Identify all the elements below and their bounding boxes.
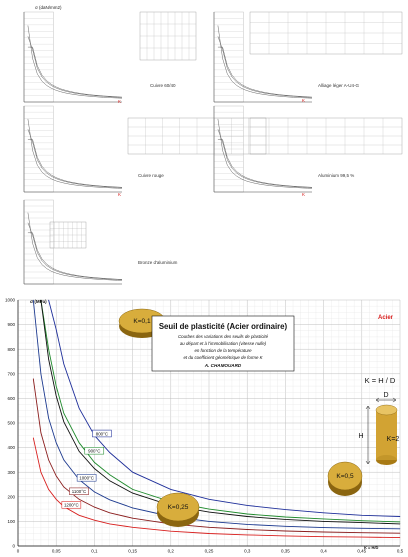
series-point	[56, 476, 57, 477]
scan-panel-curve	[28, 233, 122, 280]
disc-k025-label: K=0,25	[167, 504, 189, 511]
series-point	[171, 531, 172, 532]
series-point	[132, 518, 133, 519]
series-point	[285, 509, 286, 510]
scan-x-axis-label-3: K	[118, 192, 122, 197]
scan-x-axis-label-4: K	[302, 192, 306, 197]
series-point	[323, 519, 324, 520]
scan-panel-curve	[28, 47, 122, 97]
scan-panel-curve	[28, 36, 122, 97]
series-point	[362, 515, 363, 516]
series-point	[94, 507, 95, 508]
series-point	[94, 492, 95, 493]
series-point	[209, 521, 210, 522]
series-point	[132, 527, 133, 528]
series-point	[64, 364, 65, 365]
series-point	[48, 349, 49, 350]
series-point	[48, 359, 49, 360]
x-tick-label: 0,1	[91, 548, 98, 554]
scan-panel-curve	[28, 129, 122, 187]
scan-panel-curve	[218, 129, 312, 187]
series-point	[64, 460, 65, 461]
series-point	[64, 421, 65, 422]
scan-panel-curve	[28, 223, 122, 280]
series-point	[285, 519, 286, 520]
series-point	[64, 413, 65, 414]
series-point	[400, 522, 401, 523]
disc-k025-illustration	[157, 493, 199, 527]
y-tick-label: 300	[7, 469, 15, 475]
cylinder-k2-label: K=2	[386, 436, 400, 443]
series-point	[79, 515, 80, 516]
series-point	[247, 505, 248, 506]
chart-author: A. CHAMOUARD	[204, 363, 242, 368]
x-tick-label: 0,45	[357, 548, 367, 554]
series-label: 900°C	[88, 448, 101, 454]
scan-caption-2: Alliage léger A-U4-G	[318, 83, 360, 88]
x-tick-label: 0,05	[51, 548, 61, 554]
y-tick-label: 500	[7, 420, 15, 426]
series-point	[94, 520, 95, 521]
y-tick-label: 1000	[4, 297, 15, 303]
scan-panel-2	[214, 12, 402, 102]
scan-caption-1: Cuivre 60/40	[150, 83, 176, 88]
series-point	[362, 520, 363, 521]
title-box	[152, 316, 294, 371]
series-point	[41, 433, 42, 434]
series-point	[247, 516, 248, 517]
series-point	[48, 300, 49, 301]
series-point	[362, 522, 363, 523]
series-label: 1000°C	[79, 475, 94, 481]
series-point	[323, 536, 324, 537]
series-point	[56, 386, 57, 387]
series-point	[285, 526, 286, 527]
x-tick-label: 0,3	[244, 548, 251, 554]
scan-caption-5: Bronze d'aluminium	[138, 260, 178, 265]
series-point	[79, 442, 80, 443]
series-point	[400, 516, 401, 517]
y-tick-label: 100	[7, 519, 15, 524]
series-point	[79, 451, 80, 452]
y-tick-label: 800	[7, 346, 15, 352]
series-point	[132, 508, 133, 509]
scan-panel-curve	[28, 140, 122, 188]
series-point	[94, 462, 95, 463]
y-axis-label: σ (MPa)	[30, 299, 47, 304]
scan-x-axis-label-2: K	[302, 98, 306, 103]
cylinder-illustration	[358, 392, 399, 465]
series-point	[400, 528, 401, 529]
formula-label: K = H / D	[364, 376, 396, 385]
subtitle-line-1: Courbes des variations des seuils de plasticité	[177, 334, 269, 339]
series-point	[362, 537, 363, 538]
series-label: 800°C	[95, 431, 109, 437]
series-point	[132, 472, 133, 473]
disc-k05-illustration	[328, 462, 362, 496]
series-point	[109, 474, 110, 475]
dimension-d-label: D	[383, 392, 389, 399]
scan-panel-curve	[218, 119, 312, 188]
disc-k05-label: K=0,5	[336, 473, 354, 480]
series-point	[79, 499, 80, 500]
scan-panel-5	[24, 200, 122, 284]
series-point	[209, 512, 210, 513]
series-label: 1200°C	[63, 502, 79, 508]
x-tick-label: 0,2	[167, 548, 174, 554]
series-point	[400, 533, 401, 534]
y-tick-label: 900	[7, 322, 15, 328]
scan-panel-curve	[218, 26, 312, 99]
series-point	[285, 536, 286, 537]
series-point	[33, 378, 34, 379]
series-point	[400, 537, 401, 538]
series-point	[48, 489, 49, 490]
series-point	[56, 499, 57, 500]
x-axis-label: K = H/D	[364, 545, 379, 550]
series-label: 1100°C	[71, 489, 87, 495]
series-point	[209, 509, 210, 510]
x-tick-label: 0,5	[396, 548, 404, 554]
series-point	[323, 521, 324, 522]
scan-y-axis-label: σ (daN/mm2)	[35, 5, 62, 10]
chart-title: Seuil de plasticité (Acier ordinaire)	[158, 322, 288, 331]
x-tick-label: 0,15	[128, 548, 137, 554]
series-point	[41, 472, 42, 473]
series-point	[41, 374, 42, 375]
x-tick-label: 0,35	[281, 548, 290, 554]
series-point	[400, 524, 401, 525]
series-point	[64, 487, 65, 488]
main-chart	[0, 296, 408, 557]
scan-caption-3: Cuivre rouge	[138, 173, 164, 178]
series-point	[285, 531, 286, 532]
scan-panel-curve	[28, 213, 122, 281]
series-point	[209, 533, 210, 534]
series-point	[171, 489, 172, 490]
series-point	[33, 437, 34, 438]
subtitle-line-4: et du coefficient géométrique de forme K	[183, 355, 263, 360]
scan-panel-4	[214, 106, 402, 192]
series-point	[48, 418, 49, 419]
series-point	[247, 529, 248, 530]
subtitle-line-2: au départ et à l'immobilisation (vitesse nulle)	[179, 341, 267, 346]
disc-k01-label: K=0,1	[133, 318, 151, 325]
series-point	[94, 468, 95, 469]
series-point	[48, 460, 49, 461]
series-point	[132, 489, 133, 490]
y-tick-label: 700	[7, 371, 15, 377]
scan-panel-curve	[28, 26, 122, 99]
series-point	[247, 514, 248, 515]
series-point	[56, 442, 57, 443]
series-point	[362, 532, 363, 533]
series-point	[247, 524, 248, 525]
x-tick-label: 0,25	[204, 548, 214, 554]
scan-caption-4: Aluminium 99,5 %	[318, 173, 355, 178]
series-point	[56, 396, 57, 397]
series-point	[285, 517, 286, 518]
series-point	[56, 329, 57, 330]
x-tick-label: 0	[16, 548, 20, 554]
series-point	[109, 499, 110, 500]
series-point	[209, 499, 210, 500]
scan-panel-curve	[218, 47, 312, 97]
y-tick-label: 200	[7, 494, 15, 500]
dimension-h-label: H	[358, 433, 364, 440]
scan-panel-curve	[218, 140, 312, 188]
series-point	[323, 512, 324, 513]
y-tick-label: 400	[7, 445, 15, 451]
series-point	[209, 527, 210, 528]
scan-x-axis-label-1: K	[118, 99, 122, 104]
subtitle-line-3: en fonction de la température	[194, 348, 252, 353]
series-point	[132, 493, 133, 494]
series-point	[109, 524, 110, 525]
scan-panel-curve	[218, 36, 312, 97]
series-point	[323, 527, 324, 528]
scan-panel-curve	[28, 119, 122, 188]
y-tick-label: 0	[12, 543, 15, 549]
x-tick-label: 0,4	[320, 548, 327, 554]
series-point	[79, 408, 80, 409]
y-tick-label: 600	[7, 396, 15, 401]
material-label: Acier	[378, 315, 394, 321]
series-point	[109, 452, 110, 453]
series-point	[247, 535, 248, 536]
series-point	[362, 528, 363, 529]
scan-panel-1	[24, 12, 196, 102]
series-point	[109, 481, 110, 482]
series-point	[109, 512, 110, 513]
series-point	[323, 532, 324, 533]
